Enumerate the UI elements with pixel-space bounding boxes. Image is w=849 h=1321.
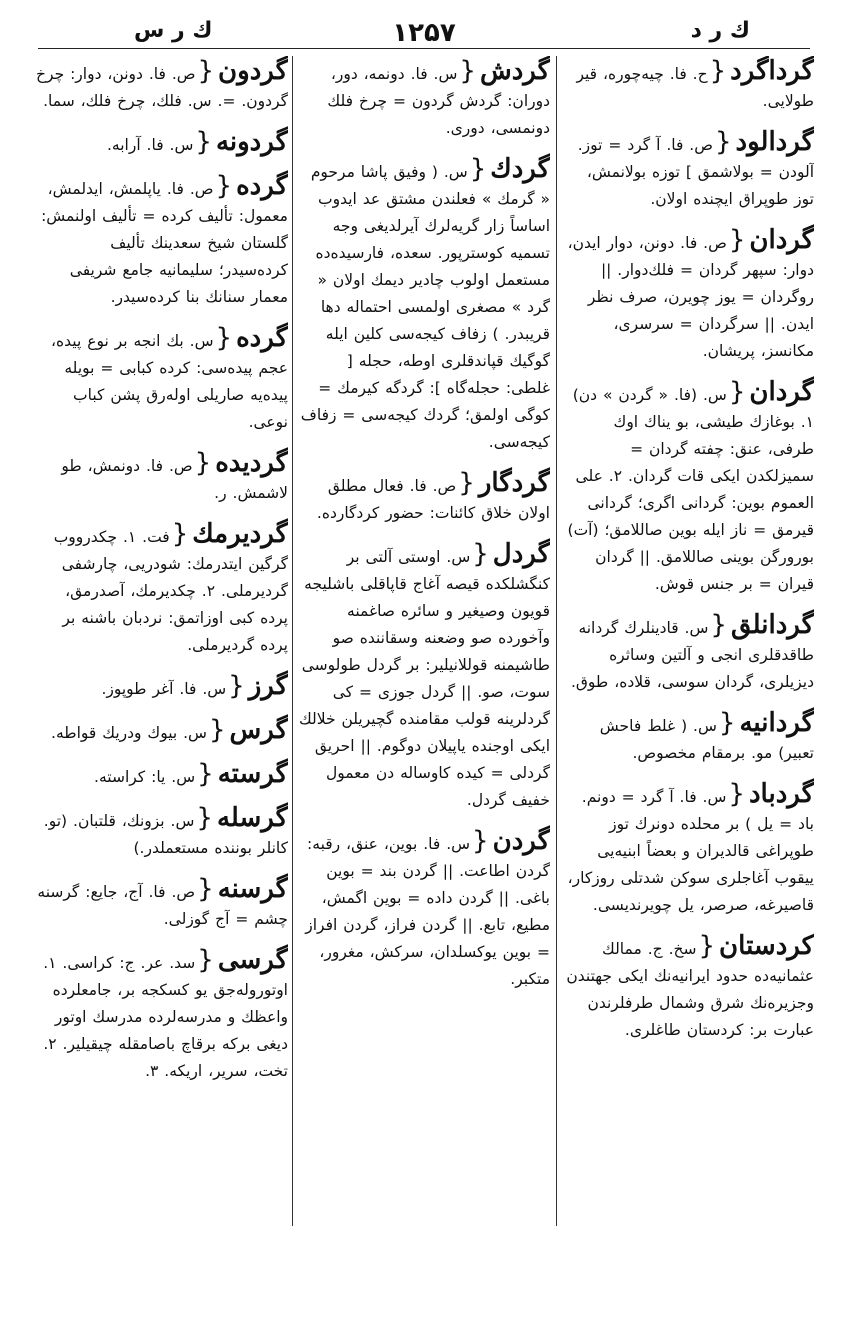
dictionary-entry — [298, 56, 550, 142]
dictionary-entry — [562, 377, 814, 598]
dictionary-entry — [298, 468, 550, 527]
dictionary-entry — [562, 779, 814, 919]
entry-definition: ح. فا. چيه‌چوره، قير طولايى. — [576, 65, 814, 110]
entry-definition: ص. فا. فعال مطلق اولان خلاق كائنات: حضور كردگارده. — [316, 477, 550, 522]
dictionary-entry — [36, 519, 288, 659]
dictionary-entry — [562, 225, 814, 365]
dictionary-entry — [562, 610, 814, 696]
entry-definition: س. فا. آرابه. — [106, 136, 194, 154]
dictionary-entry — [562, 127, 814, 213]
dictionary-entry — [562, 931, 814, 1044]
entry-definition: س. بيوك ودريك قواطه. — [51, 724, 207, 742]
dictionary-entry — [298, 154, 550, 456]
header-right-guide-word: ك ر د — [690, 18, 750, 43]
entry-headword: گردك — [490, 154, 550, 184]
dictionary-entry — [562, 708, 814, 767]
entry-definition: ص. فا. دونمش، طو لاشمش. ر. — [61, 457, 288, 502]
dictionary-entry — [36, 945, 288, 1085]
entry-definition: س. اوستى آلتى بر كنگشلكده قيصه آغاج قاپاقلى باشليجه قويون وصيغير و سائره صاغمنه وآخورده صو وضعنه وسقاننده صو طاشيمنه قوللانيلير: بر گردل طولوسى سوت، صو. || گردل جوزى = كى گردلرينه قولب مقامنده گچيريلن خلالك ايكى اوجنده ياپيلان دوگوم. || احريق گردلى = كيده كاوساله دن معمول خفيف گردل. — [298, 548, 550, 809]
entry-definition: س. بك انجه بر نوع پيده، عجم پيده‌سى: كرده كبابى = بويله پيده‌يه صاريلى اولەرق پشن كباب نوعى. — [51, 332, 288, 431]
column-right — [562, 56, 814, 1236]
brace-glyph: { — [728, 225, 746, 255]
entry-definition: سد. عر. ج: كراسى. ۱. اوتوروله‌جق يو كسكجه بر، جامعلرده واعظك و مدرسه‌لرده مدرسك اوتور ديغى بركه برقاچ باصامقله چيقيلير. ۲. تخت، سرير، اريكه. ۳. — [43, 954, 288, 1080]
brace-glyph: { — [171, 519, 189, 549]
entry-headword: گردش — [479, 56, 550, 86]
brace-glyph: { — [728, 779, 745, 809]
brace-glyph: { — [197, 945, 214, 975]
entry-definition: س. ( غلط فاحش تعبير) مو. برمقام مخصوص. — [599, 717, 814, 762]
dictionary-entry — [36, 759, 288, 791]
entry-headword: گردن — [492, 826, 550, 856]
brace-glyph: { — [215, 171, 233, 201]
brace-glyph: { — [710, 610, 727, 640]
entry-definition: س. فا. دونمه، دور، دوران: گردش گردون = چرخ فلك دونمسى، دورى. — [327, 65, 550, 137]
entry-headword: گردل — [492, 539, 550, 569]
entry-headword: گردانيه — [739, 708, 814, 738]
brace-glyph: { — [472, 826, 489, 856]
entry-definition: س. (فا. « گردن » دن) ۱. بوغازك طيشى، بو يناك اوك طرفى، عنق: چفته گردان = سميزلكدن ايكى قات گردان. ۲. على العموم بوين: گردانى اگرى؛ گردانى قيرمق = ناز ايله بوين صاللامق؛ (آت) بورورگن بوينى صاللامق. || گردان قيران = بر جنس قوش. — [567, 386, 814, 593]
brace-glyph: { — [458, 468, 475, 498]
brace-glyph: { — [728, 377, 746, 407]
brace-glyph: { — [469, 154, 487, 184]
brace-glyph: { — [195, 127, 212, 157]
brace-glyph: { — [208, 715, 226, 745]
entry-headword: گردگار — [478, 468, 550, 498]
dictionary-entry — [36, 671, 288, 703]
entry-definition: س. يا: كراسته. — [94, 768, 196, 786]
brace-glyph: { — [197, 874, 214, 904]
entry-definition: س. فا. آغر طوپوز. — [101, 680, 227, 698]
brace-glyph: { — [709, 56, 727, 86]
entry-headword: گرز — [248, 671, 288, 701]
entry-headword: گرس — [229, 715, 288, 745]
entry-headword: گرده — [236, 171, 288, 201]
brace-glyph: { — [215, 323, 233, 353]
brace-glyph: { — [197, 56, 215, 86]
entry-definition: سخ. ج. ممالك عثمانيه‌ده حدود ايرانيه‌نك ايكى جهتندن وجزيره‌نك شرق وشمال طرفلرندن عبارت بر: كردستان طاغلرى. — [566, 940, 814, 1039]
entry-headword: گردباد — [748, 779, 814, 809]
brace-glyph: { — [228, 671, 245, 701]
dictionary-entry — [36, 323, 288, 436]
entry-definition: ص. فا. ياپلمش، ايدلمش، معمول: تأليف كرده = تأليف اولنمش: گلستان شيخ سعدينك تأليف كرده‌سيدر؛ سليمانيه جامع شريفى معمار سنانك بنا كرده‌سيدر. — [41, 180, 288, 306]
column-divider — [292, 56, 293, 1226]
entry-definition: س. ( وفيق پاشا مرحوم « گرمك » فعلندن مشتق عد ايدوب اساساً زار گريه‌لرك آيرلديغى وجه تسميه كوسترپور. سعده، فارسيده‌ده مستعمل اولوب چادير ديمك اولان « گرد » مصغرى اولمسى احتماله دها قريبدر. ) زفاف كيجه‌سى كلين ايله گوگيك قپاندقلرى اوطه، حجله [ غلطى: حجله‌گاه ]: گردگه كيرمك = كوگى اولمق؛ گردك كيجه‌سى = زفاف كيجه‌سى. — [300, 163, 550, 451]
entry-headword: گرسى — [217, 945, 288, 975]
entry-definition: ص. فا. آ گرد = توز. آلودن = بولاشمق ] توزه بولانمش، توز طوپراق ايچنده اولان. — [577, 136, 814, 208]
entry-definition: ص. فا. دونن، دوار: چرخ گردون. =. س. فلك، چرخ فلك، سما. — [36, 65, 288, 110]
entry-headword: گرسته — [217, 759, 288, 789]
entry-headword: گردانلق — [730, 610, 814, 640]
entry-headword: گردان — [749, 225, 814, 255]
entry-headword: گرسله — [216, 803, 288, 833]
entry-headword: گردون — [218, 56, 288, 86]
brace-glyph: { — [194, 448, 212, 478]
dictionary-entry — [562, 56, 814, 115]
column-divider — [556, 56, 557, 1226]
entry-definition: فت. ۱. چكدرووب گرگين ايتدرمك: شودريى، چارشفى گرديرملى. ۲. چكديرمك، آصدرمق، پرده كبى اوزاتمق: نردبان باشنه بر پرده گرديرملى. — [53, 528, 288, 654]
brace-glyph: { — [459, 56, 476, 86]
entry-definition: س. فا. آ گرد = دونم. باد = يل ) بر محلده دونرك توز طوپراغى قالديران و بعضاً ابنيه‌يى ييقوب آغاجلرى سوكن شدتلى روزكار، قاصيرغه، صرصر، يل چويرنديسى. — [567, 788, 814, 914]
brace-glyph: { — [698, 931, 716, 961]
entry-headword: گردان — [749, 377, 814, 407]
entry-definition: س. بزونك، قلتبان. (تو. كانلر بوننده مستعملدر.) — [43, 812, 288, 857]
column-middle — [298, 56, 550, 1236]
entry-definition: س. قادينلرك گردانه طاقدقلرى انجى و آلتين وساثره ديزيلرى، گردان سوسى، قلاده، طوق. — [570, 619, 814, 691]
entry-definition: ص. فا. دونن، دوار ايدن، دوار: سپهر گردان = فلك‌دوار. || روگردان = يوز چويرن، صرف نظر ايدن. || سرگردان = سرسرى، مكانسز، پريشان. — [567, 234, 814, 360]
entry-headword: گرداگرد — [730, 56, 814, 86]
entry-headword: گرديده — [215, 448, 288, 478]
dictionary-entry — [36, 127, 288, 159]
entry-headword: گردونه — [215, 127, 288, 157]
dictionary-entry — [36, 171, 288, 311]
brace-glyph: { — [714, 127, 732, 157]
dictionary-entry — [36, 448, 288, 507]
dictionary-entry — [36, 803, 288, 862]
page-header — [38, 14, 810, 49]
dictionary-entry — [36, 715, 288, 747]
dictionary-entry — [36, 56, 288, 115]
brace-glyph: { — [196, 803, 213, 833]
entry-headword: گرديرمك — [192, 519, 288, 549]
entry-definition: س. فا. بوين، عنق، رقبه: گردن اطاعت. || گردن بند = بوين باغى. || گردن داده = بوين اگمش، مطيع، تابع. || گردن فراز، گردن افراز = بوين يوكسلدان، سركش، مغرور، متكبر. — [305, 835, 550, 988]
dictionary-entry — [298, 826, 550, 993]
entry-headword: گردالود — [735, 127, 814, 157]
column-left — [36, 56, 288, 1236]
brace-glyph: { — [472, 539, 489, 569]
entry-headword: گرسنه — [217, 874, 288, 904]
brace-glyph: { — [197, 759, 214, 789]
entry-definition: ص. فا. آج، جايع: گرسنه چشم = آج گوزلى. — [37, 883, 288, 928]
dictionary-entry — [298, 539, 550, 814]
header-left-guide-word: ك ر س — [134, 18, 213, 43]
entry-headword: كردستان — [719, 931, 814, 961]
dictionary-entry — [36, 874, 288, 933]
brace-glyph: { — [718, 708, 736, 738]
entry-headword: گرده — [236, 323, 288, 353]
page-number: ۱۲۵۷ — [392, 18, 456, 48]
